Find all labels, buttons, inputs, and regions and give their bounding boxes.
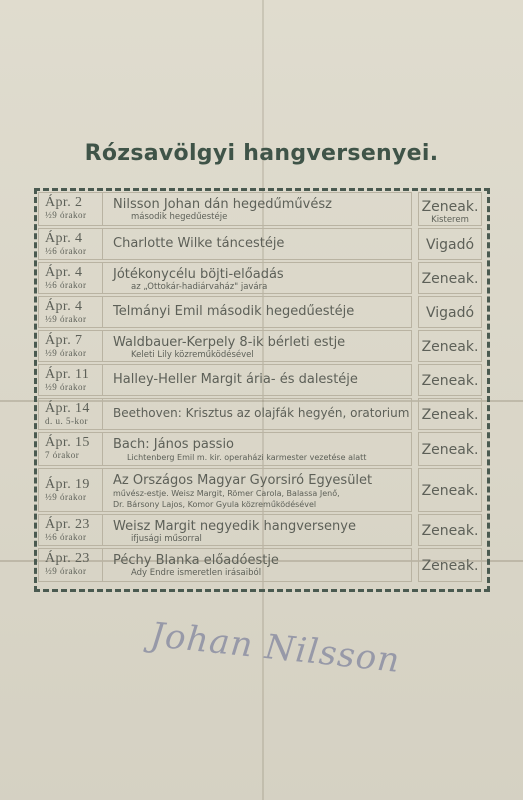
event-time: 7 órakor [45, 450, 80, 460]
table-row [38, 468, 486, 512]
page-title: Rózsavölgyi hangversenyei. [84, 141, 439, 166]
event-title: Bach: János passio [113, 437, 235, 452]
event-time: ½9 órakor [45, 492, 87, 502]
event-date: Ápr. 7 [45, 333, 83, 348]
date-cell [38, 364, 102, 396]
event-time: d. u. 5-kor [45, 416, 88, 426]
event-title: Charlotte Wilke táncestéje [113, 236, 285, 251]
venue-cell [418, 330, 482, 362]
event-date: Ápr. 4 [45, 265, 83, 280]
venue-name: Zeneak. [421, 442, 479, 458]
venue-name: Vigadó [425, 237, 475, 253]
venue-cell [418, 468, 482, 512]
date-cell [38, 296, 102, 328]
table-row [38, 262, 486, 294]
date-cell [38, 330, 102, 362]
venue-sub: Kisterem [431, 215, 469, 225]
event-date: Ápr. 4 [45, 231, 83, 246]
venue-cell [418, 262, 482, 294]
date-cell [38, 398, 102, 430]
venue-name: Zeneak. [421, 523, 479, 539]
event-title: Az Országos Magyar Gyorsiró Egyesület [113, 473, 373, 488]
table-row [38, 432, 486, 466]
event-date: Ápr. 14 [45, 401, 90, 416]
event-cell [102, 228, 412, 260]
venue-cell [418, 548, 482, 582]
event-date: Ápr. 23 [45, 551, 90, 566]
event-cell [102, 398, 412, 430]
table-row [38, 330, 486, 362]
event-cell [102, 330, 412, 362]
table-row [38, 296, 486, 328]
date-cell [38, 192, 102, 226]
event-time: ½9 órakor [45, 566, 87, 576]
event-cell [102, 192, 412, 226]
event-title: Waldbauer-Kerpely 8-ik bérleti estje [113, 335, 346, 350]
venue-cell [418, 192, 482, 226]
event-time: ½9 órakor [45, 348, 87, 358]
event-title: Weisz Margit negyedik hangversenye [113, 519, 356, 534]
date-cell [38, 514, 102, 546]
event-detail: ifjusági műsorral [131, 534, 202, 544]
event-time: ½9 órakor [45, 314, 87, 324]
event-cell [102, 468, 412, 512]
event-time: ½9 órakor [45, 210, 87, 220]
venue-cell [418, 432, 482, 466]
event-title: Halley-Heller Margit ária- és dalestéje [113, 372, 358, 387]
venue-name: Zeneak. [421, 339, 479, 355]
venue-cell [418, 296, 482, 328]
event-time: ½6 órakor [45, 280, 87, 290]
venue-cell [418, 228, 482, 260]
event-time: ½6 órakor [45, 246, 87, 256]
table-row [38, 548, 486, 582]
table-row [38, 364, 486, 396]
table-row [38, 228, 486, 260]
date-cell [38, 262, 102, 294]
event-title: Jótékonycélu böjti-előadás [113, 267, 284, 282]
table-row [38, 192, 486, 226]
table-row [38, 514, 486, 546]
event-cell [102, 296, 412, 328]
program-table [38, 192, 486, 588]
date-cell [38, 468, 102, 512]
venue-name: Vigadó [425, 305, 475, 321]
event-detail-line2: Dr. Bársony Lajos, Komor Gyula közreműködésével [113, 500, 317, 509]
event-date: Ápr. 15 [45, 435, 90, 450]
event-date: Ápr. 4 [45, 299, 83, 314]
event-date: Ápr. 23 [45, 517, 90, 532]
event-title: Telmányi Emil második hegedűestéje [113, 304, 355, 319]
event-cell [102, 432, 412, 466]
event-detail: Lichtenberg Emil m. kir. operaházi karmester vezetése alatt [127, 453, 367, 462]
event-title: Péchy Blanka előadóestje [113, 553, 279, 568]
venue-name: Zeneak. [421, 483, 479, 499]
handwritten-signature: Johan Nilsson [148, 615, 403, 681]
event-time: ½6 órakor [45, 532, 87, 542]
event-detail: Ady Endre ismeretlen irásaiból [131, 568, 262, 578]
date-cell [38, 548, 102, 582]
event-date: Ápr. 11 [45, 367, 90, 382]
event-date: Ápr. 2 [45, 195, 83, 210]
event-cell [102, 364, 412, 396]
event-detail: második hegedűestéje [131, 212, 228, 222]
event-detail: Keleti Lily közreműködésével [131, 350, 254, 360]
venue-name: Zeneak. [421, 373, 479, 389]
table-row [38, 398, 486, 430]
event-time: ½9 órakor [45, 382, 87, 392]
event-title: Nilsson Johan dán hegedűművész [113, 197, 332, 212]
event-title: Beethoven: Krisztus az olajfák hegyén, oratorium [113, 406, 410, 420]
event-cell [102, 262, 412, 294]
venue-name: Zeneak. [421, 407, 479, 423]
venue-cell [418, 398, 482, 430]
venue-cell [418, 514, 482, 546]
event-detail: művész-estje. Weisz Margit, Römer Carola, Balassa Jenő, [113, 489, 340, 498]
date-cell [38, 228, 102, 260]
event-date: Ápr. 19 [45, 477, 90, 492]
venue-name: Zeneak. [421, 271, 479, 287]
date-cell [38, 432, 102, 466]
event-cell [102, 548, 412, 582]
venue-name: Zeneak. [421, 199, 479, 215]
venue-name: Zeneak. [421, 558, 479, 574]
venue-cell [418, 364, 482, 396]
event-cell [102, 514, 412, 546]
event-detail: az „Ottokár-hadiárvaház" javára [131, 282, 268, 292]
